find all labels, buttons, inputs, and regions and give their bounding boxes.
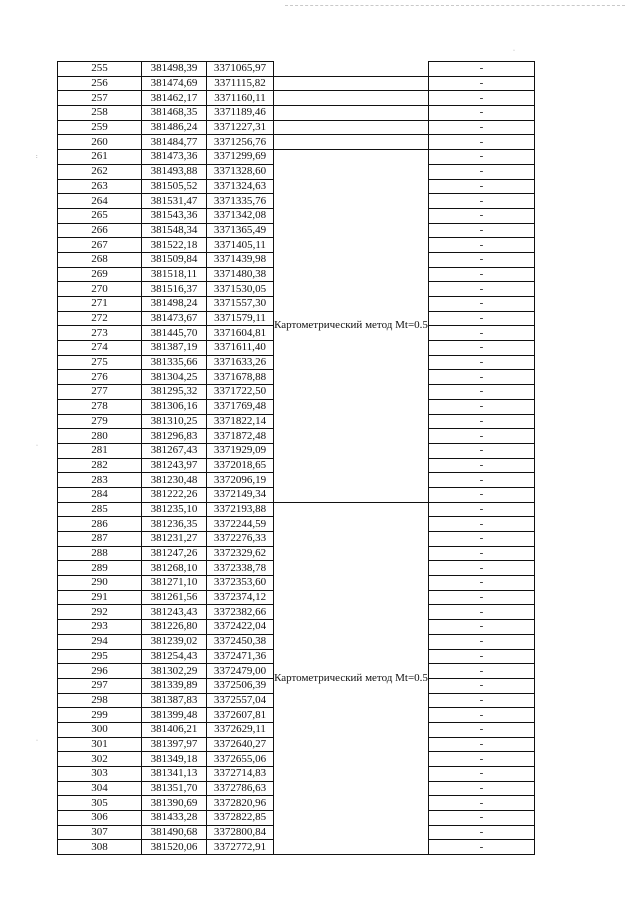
accuracy-cell: - [429, 76, 535, 91]
accuracy-cell: - [429, 634, 535, 649]
y-coordinate-cell: 3371065,97 [207, 62, 274, 77]
x-coordinate-cell: 381335,66 [142, 355, 207, 370]
x-coordinate-cell: 381268,10 [142, 561, 207, 576]
x-coordinate-cell: 381295,32 [142, 385, 207, 400]
point-number-cell: 266 [58, 223, 142, 238]
x-coordinate-cell: 381351,70 [142, 781, 207, 796]
point-number-cell: 270 [58, 282, 142, 297]
x-coordinate-cell: 381531,47 [142, 194, 207, 209]
y-coordinate-cell: 3372374,12 [207, 590, 274, 605]
y-coordinate-cell: 3372640,27 [207, 737, 274, 752]
y-coordinate-cell: 3371678,88 [207, 370, 274, 385]
x-coordinate-cell: 381520,06 [142, 840, 207, 855]
accuracy-cell: - [429, 693, 535, 708]
x-coordinate-cell: 381522,18 [142, 238, 207, 253]
point-number-cell: 284 [58, 487, 142, 502]
x-coordinate-cell: 381247,26 [142, 546, 207, 561]
scan-speck: · [513, 48, 515, 54]
y-coordinate-cell: 3372422,04 [207, 620, 274, 635]
accuracy-cell: - [429, 267, 535, 282]
y-coordinate-cell: 3372353,60 [207, 576, 274, 591]
y-coordinate-cell: 3372382,66 [207, 605, 274, 620]
y-coordinate-cell: 3371822,14 [207, 414, 274, 429]
y-coordinate-cell: 3371328,60 [207, 164, 274, 179]
x-coordinate-cell: 381474,69 [142, 76, 207, 91]
accuracy-cell: - [429, 341, 535, 356]
point-number-cell: 267 [58, 238, 142, 253]
x-coordinate-cell: 381473,67 [142, 311, 207, 326]
x-coordinate-cell: 381239,02 [142, 634, 207, 649]
accuracy-cell: - [429, 473, 535, 488]
y-coordinate-cell: 3371611,40 [207, 341, 274, 356]
x-coordinate-cell: 381387,19 [142, 341, 207, 356]
y-coordinate-cell: 3372450,38 [207, 634, 274, 649]
point-number-cell: 293 [58, 620, 142, 635]
point-number-cell: 275 [58, 355, 142, 370]
point-number-cell: 292 [58, 605, 142, 620]
accuracy-cell: - [429, 414, 535, 429]
accuracy-cell: - [429, 517, 535, 532]
x-coordinate-cell: 381267,43 [142, 443, 207, 458]
accuracy-cell: - [429, 238, 535, 253]
table-row [58, 106, 535, 121]
table-row [58, 135, 535, 150]
accuracy-cell: - [429, 737, 535, 752]
point-number-cell: 261 [58, 150, 142, 165]
y-coordinate-cell: 3372329,62 [207, 546, 274, 561]
accuracy-cell: - [429, 767, 535, 782]
y-coordinate-cell: 3372822,85 [207, 811, 274, 826]
y-coordinate-cell: 3371557,30 [207, 297, 274, 312]
scan-speck: · [36, 738, 38, 744]
point-number-cell: 295 [58, 649, 142, 664]
accuracy-cell: - [429, 664, 535, 679]
accuracy-cell: - [429, 135, 535, 150]
x-coordinate-cell: 381509,84 [142, 252, 207, 267]
y-coordinate-cell: 3372557,04 [207, 693, 274, 708]
method-cell: Картометрический метод Mt=0.5 [274, 502, 429, 855]
point-number-cell: 283 [58, 473, 142, 488]
x-coordinate-cell: 381235,10 [142, 502, 207, 517]
y-coordinate-cell: 3372820,96 [207, 796, 274, 811]
y-coordinate-cell: 3372506,39 [207, 678, 274, 693]
accuracy-cell: - [429, 590, 535, 605]
point-number-cell: 271 [58, 297, 142, 312]
y-coordinate-cell: 3372629,11 [207, 722, 274, 737]
y-coordinate-cell: 3371115,82 [207, 76, 274, 91]
method-cell-empty [274, 62, 429, 77]
accuracy-cell: - [429, 208, 535, 223]
x-coordinate-cell: 381490,68 [142, 825, 207, 840]
x-coordinate-cell: 381505,52 [142, 179, 207, 194]
point-number-cell: 278 [58, 399, 142, 414]
point-number-cell: 264 [58, 194, 142, 209]
point-number-cell: 262 [58, 164, 142, 179]
point-number-cell: 297 [58, 678, 142, 693]
y-coordinate-cell: 3371633,26 [207, 355, 274, 370]
coordinates-table [57, 61, 535, 855]
point-number-cell: 303 [58, 767, 142, 782]
y-coordinate-cell: 3371405,11 [207, 238, 274, 253]
y-coordinate-cell: 3371324,63 [207, 179, 274, 194]
method-cell-empty [274, 120, 429, 135]
accuracy-cell: - [429, 502, 535, 517]
point-number-cell: 306 [58, 811, 142, 826]
point-number-cell: 260 [58, 135, 142, 150]
accuracy-cell: - [429, 252, 535, 267]
accuracy-cell: - [429, 429, 535, 444]
table-row [58, 502, 535, 517]
accuracy-cell: - [429, 355, 535, 370]
x-coordinate-cell: 381548,34 [142, 223, 207, 238]
y-coordinate-cell: 3372800,84 [207, 825, 274, 840]
y-coordinate-cell: 3371160,11 [207, 91, 274, 106]
accuracy-cell: - [429, 796, 535, 811]
y-coordinate-cell: 3371530,05 [207, 282, 274, 297]
accuracy-cell: - [429, 62, 535, 77]
accuracy-cell: - [429, 649, 535, 664]
y-coordinate-cell: 3372714,83 [207, 767, 274, 782]
accuracy-cell: - [429, 487, 535, 502]
table-row [58, 120, 535, 135]
accuracy-cell: - [429, 326, 535, 341]
y-coordinate-cell: 3372786,63 [207, 781, 274, 796]
point-number-cell: 273 [58, 326, 142, 341]
y-coordinate-cell: 3372607,81 [207, 708, 274, 723]
point-number-cell: 291 [58, 590, 142, 605]
point-number-cell: 302 [58, 752, 142, 767]
x-coordinate-cell: 381484,77 [142, 135, 207, 150]
point-number-cell: 285 [58, 502, 142, 517]
y-coordinate-cell: 3372018,65 [207, 458, 274, 473]
x-coordinate-cell: 381243,97 [142, 458, 207, 473]
x-coordinate-cell: 381236,35 [142, 517, 207, 532]
x-coordinate-cell: 381498,24 [142, 297, 207, 312]
x-coordinate-cell: 381243,43 [142, 605, 207, 620]
x-coordinate-cell: 381390,69 [142, 796, 207, 811]
accuracy-cell: - [429, 443, 535, 458]
accuracy-cell: - [429, 840, 535, 855]
x-coordinate-cell: 381296,83 [142, 429, 207, 444]
accuracy-cell: - [429, 752, 535, 767]
accuracy-cell: - [429, 106, 535, 121]
x-coordinate-cell: 381302,29 [142, 664, 207, 679]
accuracy-cell: - [429, 179, 535, 194]
accuracy-cell: - [429, 532, 535, 547]
accuracy-cell: - [429, 605, 535, 620]
y-coordinate-cell: 3372479,00 [207, 664, 274, 679]
x-coordinate-cell: 381254,43 [142, 649, 207, 664]
point-number-cell: 259 [58, 120, 142, 135]
accuracy-cell: - [429, 164, 535, 179]
point-number-cell: 296 [58, 664, 142, 679]
point-number-cell: 301 [58, 737, 142, 752]
y-coordinate-cell: 3371480,38 [207, 267, 274, 282]
point-number-cell: 276 [58, 370, 142, 385]
method-cell-empty [274, 91, 429, 106]
y-coordinate-cell: 3371342,08 [207, 208, 274, 223]
accuracy-cell: - [429, 620, 535, 635]
point-number-cell: 274 [58, 341, 142, 356]
point-number-cell: 268 [58, 252, 142, 267]
x-coordinate-cell: 381518,11 [142, 267, 207, 282]
x-coordinate-cell: 381261,56 [142, 590, 207, 605]
x-coordinate-cell: 381339,89 [142, 678, 207, 693]
accuracy-cell: - [429, 150, 535, 165]
y-coordinate-cell: 3372471,36 [207, 649, 274, 664]
y-coordinate-cell: 3371189,46 [207, 106, 274, 121]
y-coordinate-cell: 3372149,34 [207, 487, 274, 502]
point-number-cell: 277 [58, 385, 142, 400]
x-coordinate-cell: 381399,48 [142, 708, 207, 723]
x-coordinate-cell: 381543,36 [142, 208, 207, 223]
point-number-cell: 298 [58, 693, 142, 708]
y-coordinate-cell: 3372655,06 [207, 752, 274, 767]
x-coordinate-cell: 381406,21 [142, 722, 207, 737]
point-number-cell: 272 [58, 311, 142, 326]
accuracy-cell: - [429, 311, 535, 326]
scan-speck: · [36, 443, 38, 449]
y-coordinate-cell: 3371299,69 [207, 150, 274, 165]
accuracy-cell: - [429, 781, 535, 796]
x-coordinate-cell: 381304,25 [142, 370, 207, 385]
scan-edge-line [285, 5, 625, 6]
point-number-cell: 304 [58, 781, 142, 796]
table-row [58, 76, 535, 91]
x-coordinate-cell: 381341,13 [142, 767, 207, 782]
x-coordinate-cell: 381468,35 [142, 106, 207, 121]
method-cell-empty [274, 106, 429, 121]
method-cell-empty [274, 76, 429, 91]
point-number-cell: 286 [58, 517, 142, 532]
accuracy-cell: - [429, 708, 535, 723]
point-number-cell: 299 [58, 708, 142, 723]
x-coordinate-cell: 381445,70 [142, 326, 207, 341]
x-coordinate-cell: 381226,80 [142, 620, 207, 635]
y-coordinate-cell: 3371769,48 [207, 399, 274, 414]
x-coordinate-cell: 381271,10 [142, 576, 207, 591]
point-number-cell: 307 [58, 825, 142, 840]
scan-speck: : [36, 154, 38, 160]
point-number-cell: 258 [58, 106, 142, 121]
y-coordinate-cell: 3371227,31 [207, 120, 274, 135]
y-coordinate-cell: 3371929,09 [207, 443, 274, 458]
accuracy-cell: - [429, 370, 535, 385]
y-coordinate-cell: 3371722,50 [207, 385, 274, 400]
x-coordinate-cell: 381462,17 [142, 91, 207, 106]
point-number-cell: 289 [58, 561, 142, 576]
point-number-cell: 263 [58, 179, 142, 194]
y-coordinate-cell: 3372338,78 [207, 561, 274, 576]
point-number-cell: 294 [58, 634, 142, 649]
y-coordinate-cell: 3371365,49 [207, 223, 274, 238]
accuracy-cell: - [429, 458, 535, 473]
x-coordinate-cell: 381433,28 [142, 811, 207, 826]
accuracy-cell: - [429, 811, 535, 826]
x-coordinate-cell: 381230,48 [142, 473, 207, 488]
point-number-cell: 308 [58, 840, 142, 855]
y-coordinate-cell: 3372244,59 [207, 517, 274, 532]
point-number-cell: 287 [58, 532, 142, 547]
point-number-cell: 300 [58, 722, 142, 737]
point-number-cell: 265 [58, 208, 142, 223]
point-number-cell: 257 [58, 91, 142, 106]
accuracy-cell: - [429, 385, 535, 400]
table-row [58, 62, 535, 77]
y-coordinate-cell: 3372096,19 [207, 473, 274, 488]
accuracy-cell: - [429, 825, 535, 840]
y-coordinate-cell: 3371256,76 [207, 135, 274, 150]
x-coordinate-cell: 381493,88 [142, 164, 207, 179]
y-coordinate-cell: 3372276,33 [207, 532, 274, 547]
x-coordinate-cell: 381516,37 [142, 282, 207, 297]
y-coordinate-cell: 3372193,88 [207, 502, 274, 517]
accuracy-cell: - [429, 561, 535, 576]
accuracy-cell: - [429, 678, 535, 693]
accuracy-cell: - [429, 399, 535, 414]
x-coordinate-cell: 381397,97 [142, 737, 207, 752]
accuracy-cell: - [429, 722, 535, 737]
point-number-cell: 281 [58, 443, 142, 458]
accuracy-cell: - [429, 91, 535, 106]
y-coordinate-cell: 3371439,98 [207, 252, 274, 267]
point-number-cell: 290 [58, 576, 142, 591]
y-coordinate-cell: 3371604,81 [207, 326, 274, 341]
x-coordinate-cell: 381306,16 [142, 399, 207, 414]
x-coordinate-cell: 381498,39 [142, 62, 207, 77]
point-number-cell: 280 [58, 429, 142, 444]
x-coordinate-cell: 381473,36 [142, 150, 207, 165]
x-coordinate-cell: 381222,26 [142, 487, 207, 502]
point-number-cell: 305 [58, 796, 142, 811]
x-coordinate-cell: 381349,18 [142, 752, 207, 767]
x-coordinate-cell: 381310,25 [142, 414, 207, 429]
accuracy-cell: - [429, 223, 535, 238]
accuracy-cell: - [429, 576, 535, 591]
table-row [58, 150, 535, 165]
coordinates-table-body [58, 62, 535, 855]
y-coordinate-cell: 3371579,11 [207, 311, 274, 326]
accuracy-cell: - [429, 282, 535, 297]
method-cell-empty [274, 135, 429, 150]
y-coordinate-cell: 3371335,76 [207, 194, 274, 209]
y-coordinate-cell: 3371872,48 [207, 429, 274, 444]
point-number-cell: 282 [58, 458, 142, 473]
accuracy-cell: - [429, 120, 535, 135]
accuracy-cell: - [429, 546, 535, 561]
point-number-cell: 269 [58, 267, 142, 282]
table-row [58, 91, 535, 106]
point-number-cell: 256 [58, 76, 142, 91]
point-number-cell: 279 [58, 414, 142, 429]
point-number-cell: 255 [58, 62, 142, 77]
x-coordinate-cell: 381231,27 [142, 532, 207, 547]
point-number-cell: 288 [58, 546, 142, 561]
method-cell: Картометрический метод Mt=0.5 [274, 150, 429, 503]
x-coordinate-cell: 381387,83 [142, 693, 207, 708]
x-coordinate-cell: 381486,24 [142, 120, 207, 135]
accuracy-cell: - [429, 194, 535, 209]
accuracy-cell: - [429, 297, 535, 312]
y-coordinate-cell: 3372772,91 [207, 840, 274, 855]
